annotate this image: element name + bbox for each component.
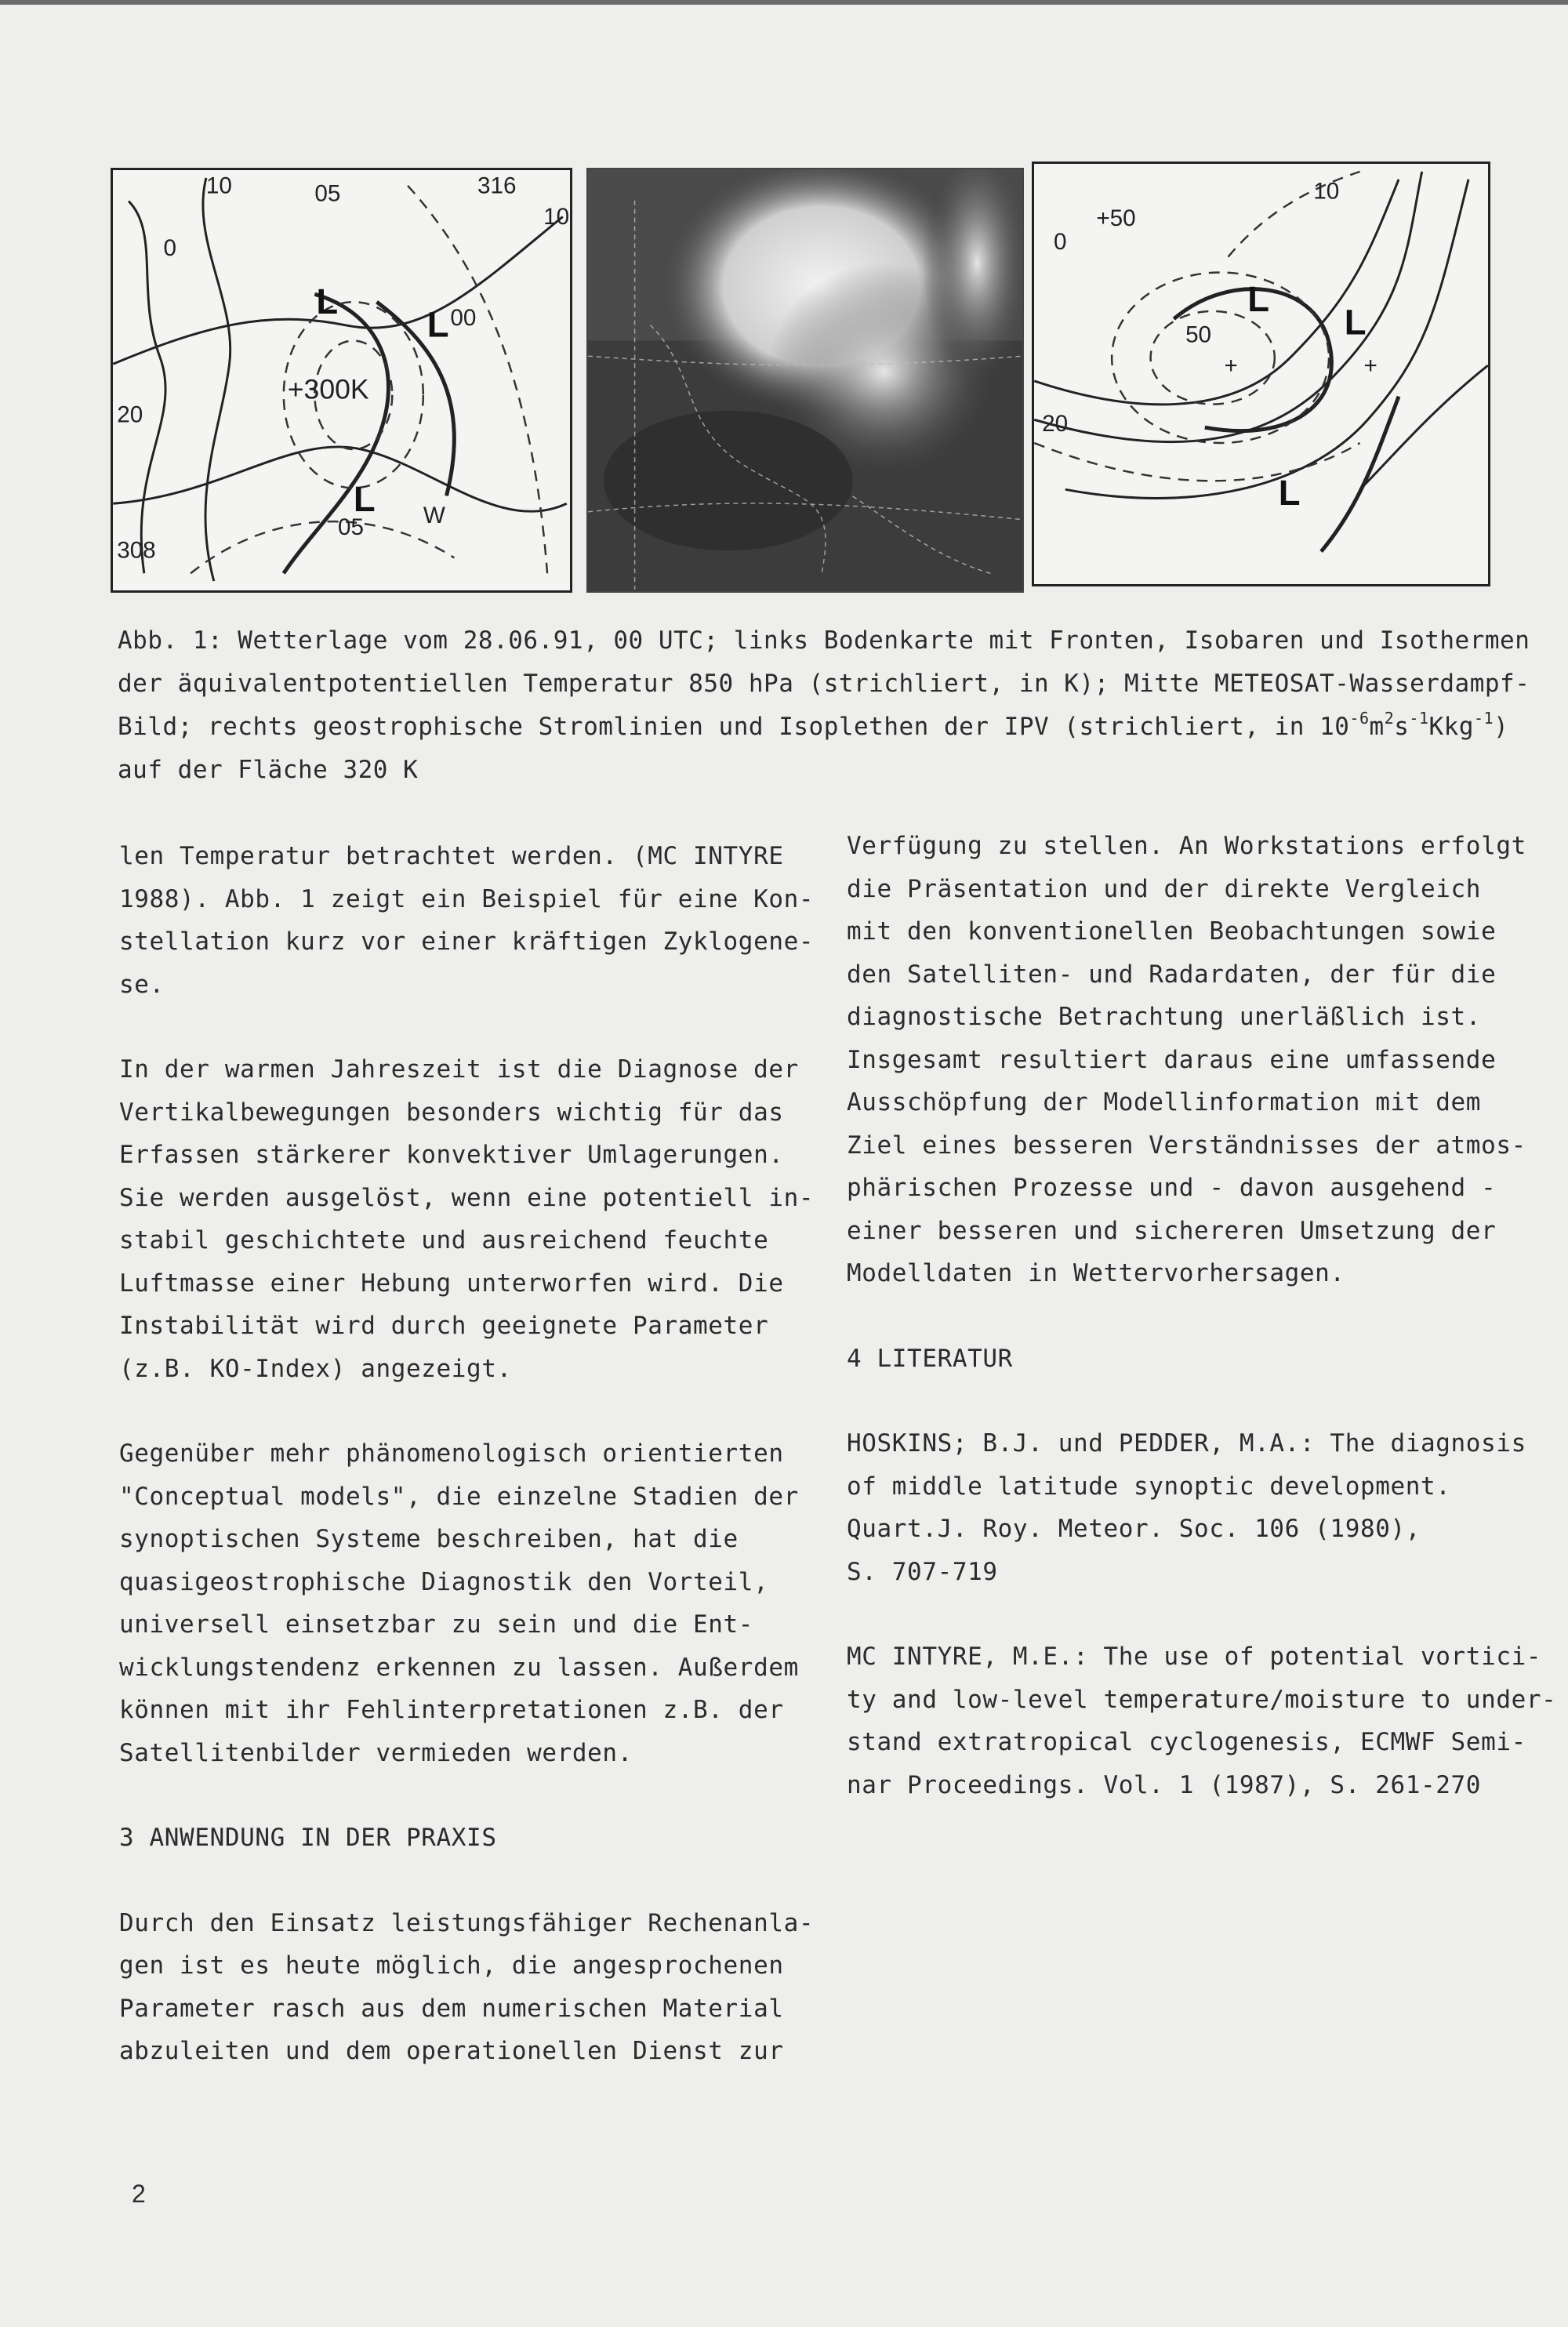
isobar-line: [203, 178, 230, 581]
low-pressure-marker: L: [353, 479, 376, 520]
page-top-edge: [0, 0, 1568, 5]
streamline: [1360, 365, 1488, 489]
paragraph: Gegenüber mehr phänomenologisch orientierten "Conceptual models", die einzelne Stadien der synoptischen Systeme beschreiben, hat die quasigeostrophische Diagnostik den Vorteil, universell einsetzbar zu sein und die Ent- wicklungstendenz erkennen zu lassen. Außerdem können mit ihr Fehlinterpretationen z.B. der Satellitenbilder vermieden werden.: [119, 1439, 799, 1767]
map-label: 00: [450, 304, 477, 331]
section-heading: 3 ANWENDUNG IN DER PRAXIS: [119, 1824, 497, 1852]
low-pressure-marker: L: [1344, 302, 1367, 343]
low-pressure-marker: L: [426, 304, 449, 345]
isobar-line: [129, 201, 165, 574]
section-heading: 4 LITERATUR: [847, 1344, 1013, 1373]
meteosat-image-panel: [586, 168, 1024, 593]
right-column: [847, 825, 1557, 1806]
map-label: +50: [1096, 205, 1136, 232]
paragraph: In der warmen Jahreszeit ist die Diagnose der Vertikalbewegungen besonders wichtig für das Erfassen stärkerer konvektiver Umlagerungen. Sie werden ausgelöst, wenn eine potentiell in- stabil geschichtete und ausreichend feuchte Luftmasse einer Hebung unterworfen wird. Die Instabilität wird durch geeignete Parameter (z.B. KO-Index) angezeigt.: [119, 1055, 815, 1383]
low-pressure-marker: L: [1278, 473, 1301, 514]
meteosat-water-vapour-image: [588, 169, 1022, 591]
map-label: +: [1363, 353, 1377, 379]
map-label: 0: [163, 234, 177, 261]
map-label: +300K: [287, 373, 369, 405]
map-label: 0: [1053, 228, 1067, 255]
figure-caption: [118, 619, 1530, 792]
low-pressure-marker: L: [1247, 278, 1269, 319]
front-line: [1321, 397, 1399, 552]
map-label: +: [1224, 353, 1238, 379]
ipv-isopleth-dashed: [1034, 443, 1359, 481]
caption-line: Abb. 1: Wetterlage vom 28.06.91, 00 UTC; links Bodenkarte mit Fronten, Isobaren und Isothermen: [118, 626, 1530, 655]
map-label: W: [423, 502, 445, 528]
isotherm-dashed: [191, 521, 454, 573]
ipv-streamline-chart: [1034, 164, 1488, 584]
ipv-isopleth-dashed: [1228, 172, 1359, 257]
map-label: 05: [314, 180, 341, 207]
map-label: 10: [543, 204, 570, 231]
streamline: [1034, 180, 1399, 405]
caption-line: auf der Fläche 320 K: [118, 756, 419, 784]
paragraph: Verfügung zu stellen. An Workstations erfolgt die Präsentation und der direkte Vergleich mit den konventionellen Beobachtungen sowie den Satelliten- und Radardaten, der für die diagnostische Betrachtung unerläßlich ist. Insgesamt resultiert daraus eine umfassende Ausschöpfung der Modellinformation mit dem Ziel eines besseren Verständnisses der atmos- phärischen Prozesse und - davon ausgehend - einer besseren und sichereren Umsetzung der Modelldaten in Wettervorhersagen.: [847, 832, 1526, 1287]
map-label: 50: [1185, 321, 1212, 348]
surface-chart: [113, 170, 570, 590]
reference-entry: HOSKINS; B.J. und PEDDER, M.A.: The diagnosis of middle latitude synoptic development. Quart.J. Roy. Meteor. Soc. 106 (1980), S. 707-719: [847, 1429, 1526, 1586]
map-label: 05: [338, 514, 365, 540]
paragraph: Durch den Einsatz leistungsfähiger Rechenanla- gen ist es heute möglich, die angesprochenen Parameter rasch aus dem numerischen Material abzuleiten und dem operationellen Dienst zur: [119, 1908, 815, 2065]
surface-chart-panel: [111, 168, 572, 593]
ipv-chart-panel: [1032, 162, 1490, 586]
map-label: 20: [1042, 411, 1069, 437]
map-label: 10: [205, 172, 232, 199]
map-label: 316: [477, 172, 517, 199]
caption-line: Bild; rechts geostrophische Stromlinien und Isoplethen der IPV (strichliert, in $10^{-6}m^2s^{-1}Kkg^{-1}$): [118, 709, 1509, 741]
left-column: [119, 835, 825, 2073]
caption-line: der äquivalentpotentiellen Temperatur 850 hPa (strichliert, in K); Mitte METEOSAT-Wasserdampf-: [118, 670, 1530, 698]
paragraph: len Temperatur betrachtet werden. (MC INTYRE 1988). Abb. 1 zeigt ein Beispiel für eine Kon- stellation kurz vor einer kräftigen Zyklogene- se.: [119, 842, 815, 999]
page-number: 2: [132, 2180, 146, 2208]
ipv-isopleth-dashed: [1151, 311, 1275, 405]
map-label: 20: [117, 401, 143, 428]
low-pressure-marker: L: [316, 281, 339, 321]
map-label: 308: [117, 537, 156, 564]
map-label: 10: [1313, 178, 1340, 205]
reference-entry: MC INTYRE, M.E.: The use of potential vortici- ty and low-level temperature/moisture to under- stand extratropical cyclogenesis, ECMWF Semi- nar Proceedings. Vol. 1 (1987), S. 261-270: [847, 1643, 1557, 1799]
